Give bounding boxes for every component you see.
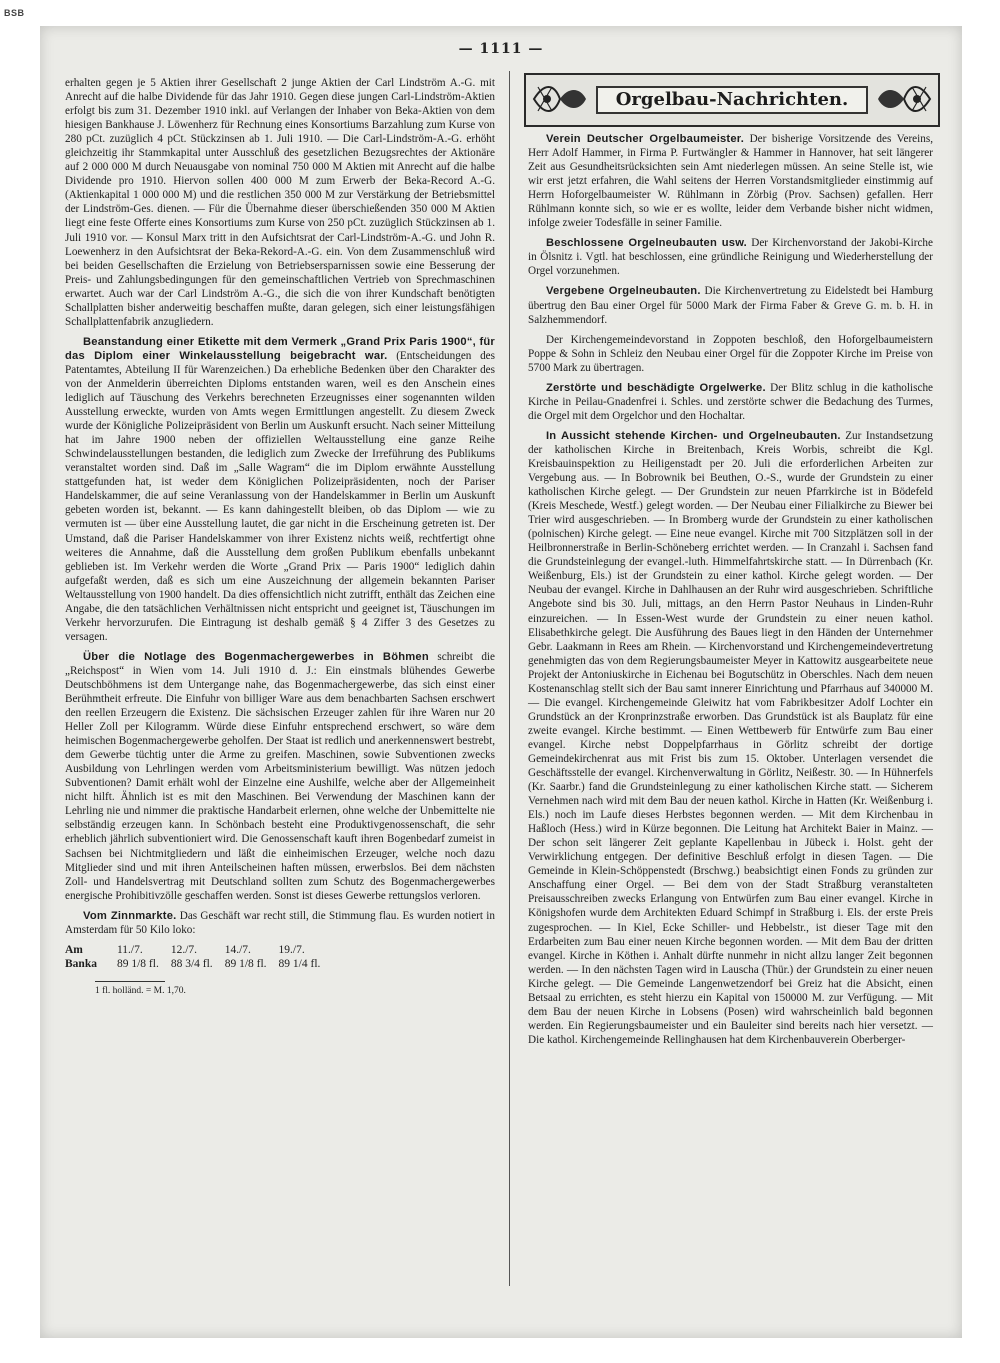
news-verein-body: Der bisherige Vorsitzende des Vereins, Herr Adolf Hammer, in Firma P. Furtwängler & Hammer in Hannover, hat seit längerer Zeit aus Gesundheitsrücksichten sein Amt niederlegen müssen. An seine Stelle ist, wie wir erst jetzt erfahren, die Wahl seitens der Herren Vorstandsmitglieder einstimmig auf Herrn Hoforgelbaumeister W. Rühlmann in Zörbig (Prov. Sachsen) gefallen. Herr Rühlmann konnte sich, so wie er es wollte, leider dem Verbande bisher nicht widmen, infolge zweier Todesfälle in seiner Familie. bbox=[528, 133, 933, 230]
tin-price-header-cell: 12./7. bbox=[170, 943, 198, 956]
column-divider bbox=[509, 71, 510, 1286]
news-beschlossene-heading: Beschlossene Orgelneubauten usw. bbox=[546, 237, 747, 250]
article-bogenmacher bbox=[65, 650, 495, 903]
tin-price-header-row bbox=[65, 943, 332, 957]
tin-price-header-cell: 19./7. bbox=[278, 943, 305, 956]
newspaper-page bbox=[40, 26, 962, 1338]
tin-price-row bbox=[65, 957, 332, 971]
floral-ornament-icon bbox=[874, 79, 934, 119]
right-column bbox=[528, 132, 933, 1053]
footnote: 1 fl. holländ. = M. 1,70. bbox=[95, 985, 186, 996]
article-zinnmarkt-heading: Vom Zinnmarkte. bbox=[83, 909, 177, 922]
article-etikette-body: (Entscheidungen des Patentamtes, Abteilung II für Warenzeichen.) Da erhebliche Bedenken über den Charakter des von der Anmelderin überreichten Diploms entstanden waren, weil es den Anschein eines lediglich auf Täuschung des Verkehrs berechneten Erzeugnisses einer sogenannten wilden Ausstellung erweckte, wurden von Amts wegen Ermittlungen angestellt. Zu diesem Zweck wurde der Königliche Polizeipräsident von Berlin um Auskunft ersucht. Nach seiner Mitteilung hat im Jahre 1900 neben der offiziellen Weltausstellung eine ganze Reihe Schwindelausstellungen bestanden, die lediglich zum Zwecke der Irreführung des Publikums veranstaltet worden sind. Daß im „Salle Wagram“ die im Diplom erwähnte Ausstellung stattgefunden hat, ist weder dem Königlichen Polizeipräsidenten, noch der Pariser Handelskammer, die auf seine Veranlassung von der Handelskammer in Berlin um Auskunft gebeten worden ist, bekannt. — Es kann dahingestellt bleiben, ob das Diplom — wie zu vermuten ist — über eine Ausstellung lautet, die gar nicht in die Erscheinung getreten ist. Der Umstand, daß die Pariser Handelskammer von ihrer Existenz nichts weiß, rechtfertigt ohne weiteres die Annahme, daß die Ausstellung dem großen Publikum ebenfalls unbekannt geblieben ist. Im Verkehr werden die Worte „Grand Prix — Paris 1900“ lediglich dahin aufgefaßt werden, daß es sich um eine Auszeichnung der allgemein bekannten Pariser Weltausstellung von 1900 handelt. Da dies offensichtlich nicht zutrifft, enthält das Zeichen eine Angabe, die den tatsächlichen Verhältnissen nicht entspricht und geeignet ist, Täuschungen im Verkehr hervorzurufen. Die Eintragung ist deshalb gemäß § 4 Ziffer 3 des Gesetzes zu versagen. bbox=[65, 349, 495, 643]
tin-price-table bbox=[65, 943, 332, 971]
news-beschlossene bbox=[528, 236, 933, 278]
news-zerstoerte-heading: Zerstörte und beschädigte Orgelwerke. bbox=[546, 381, 766, 394]
tin-price-cell: 89 1/8 fl. bbox=[116, 957, 159, 970]
news-vergebene-2: Der Kirchengemeindevorstand in Zoppoten beschloß, den Hoforgelbaumeistern Poppe & Sohn in Schleiz den Neubau einer Orgel für die Zoppoter Kirche im Preise von 5700 Mark zu übertragen. bbox=[528, 333, 933, 374]
news-vergebene-body: Die Kirchenvertretung zu Eidelstedt bei Hamburg übertrug den Bau einer Orgel für 5000 Mark der Firma Faber & Greve G. m. b. H. in Salzhemmendorf. bbox=[528, 285, 933, 326]
article-etikette-heading: Beanstandung einer Etikette mit dem Vermerk „Grand Prix Paris 1900“, für das Diplom einer Winkelausstellung beigebracht war. bbox=[65, 335, 495, 362]
news-zerstoerte bbox=[528, 381, 933, 423]
tin-price-row-label: Banka bbox=[65, 957, 97, 970]
news-aussicht-heading: In Aussicht stehende Kirchen- und Orgelneubauten. bbox=[546, 429, 841, 442]
article-zinnmarkt-body: Das Geschäft war recht still, die Stimmung flau. Es wurden notiert in Amsterdam für 50 Kilo loko: bbox=[65, 909, 495, 936]
article-lindstroem-continued: erhalten gegen je 5 Aktien ihrer Gesellschaft 2 junge Aktien der Carl Lindström A.-G. mit Anrecht auf die halbe Dividende für das Jahr 1910. Gegen diese jungen Carl-Lindström-Aktien erfolgt bis zum 31. Dezember 1910 inkl. auf Verlangen der Inhaber von Beka-Aktien von dem hiesigen Bankhause J. Löwenherz für Rechnung eines Konsortiums Barzahlung zum Kurse von 280 pCt. zuzüglich 4 pCt. Stückzinsen ab 1. Juli 1910. — Die Carl-Lindström-A.-G. erhöht gleichzeitig ihr Stammkapital unter Ausschluß des gesetzlichen Bezugsrechtes der Aktionäre auf 2 000 000 M durch Neuausgabe von nominal 750 000 M Aktien mit Anrecht auf die halbe Dividende pro 1910. Hiervon sollen 400 000 M zum Erwerb der Beka-Record A.-G. (Aktienkapital 1 000 000 M) und die restlichen 350 000 M zur Verstärkung der Betriebsmittel der Lindström-Ges. dienen. — Für die Übernahme dieser überschießenden 350 000 M Aktien liegt eine feste Offerte eines Konsortiums zum Kurse von 250 pCt. zuzüglich Stückzinsen ab 1. Juli 1910 vor. — Konsul Marx tritt in den Aufsichtsrat der Carl-Lindström-A.-G. und John R. Loewenherz in den Aufsichtsrat der Beka-Rekord-A.-G. ein. Von dem Zusammenschluß wird bei beiden Gesellschaften die Erzielung von Betriebsersparnissen sowie eine Besserung der Preis- und Zahlungsbedingungen für den gemeinschaftlichen Vertrieb von Sprechmaschinen erwartet. Auch war der Carl Lindström A.-G., die sich die von ihrer Kundschaft benötigten Schallplatten bisher anderweitig beschaffen mußte, daran gelegen, sich einer leistungsfähigen Schallplattenfabrik anzugliedern. bbox=[65, 77, 495, 328]
library-watermark: BSB bbox=[4, 8, 25, 18]
page-number: — 1111 — bbox=[458, 41, 544, 57]
news-aussicht bbox=[528, 429, 933, 1047]
news-vergebene-heading: Vergebene Orgelneubauten. bbox=[546, 285, 701, 298]
article-bogenmacher-body: schreibt die „Reichspost“ in Wien vom 14. Juli 1910 d. J.: Ein einstmals blühendes Gewerbe Deutschböhmens ist dem Untergange nahe, das Bogenmachergewerbe, das sich einst einer Berühmtheit erfreute. Die Einfuhr von billiger Ware aus dem benachbarten Sachsen erschwert den reellen Erzeugern die Existenz. Die sächsischen Erzeuger zahlen für ihre Waren nur 20 Heller Zoll per Kilogramm. Würde diese Einfuhr entsprechend erschwert, so wäre dem heimischen Bogenmachergewerbe geholfen. Der Staat ist redlich und anerkennenswert bestrebt, dem Gewerbe tüchtig unter die Arme zu greifen. Maschinen, sowie Subventionen zwecks Ausbildung von Lehrlingen werden vom Arbeitsministerium bewilligt. Was nützen jedoch Subventionen? Damit erhält wohl der Einzelne eine Aushilfe, welche aber der Allgemeinheit nicht hilft. Ähnlich ist es mit den Maschinen. Bei Verwendung der Maschinen kann der Lehrling nie und nimmer die praktische Handarbeit erlernen, ohne welche der Unbemittelte nie selbständig erzeugen kann. In Schönbach besteht eine Produktivgenossenschaft, die sehr erheblich jährlich subventioniert wird. Die Genossenschaft kauft ihren Bogenbedarf zumeist in Sachsen bei Nichtmitgliedern und läßt die einheimischen Erzeuger, welche noch dazu Mitglieder sind und mit ihren Anteilscheinen haften müssen, erwerbslos. Bei dem nächsten Zoll- und Handelsvertrag mit Deutschland sollten zum Schutz des Bogenmachergewerbes energische Prohibitivzölle geschaffen werden. Sonst ist dieses Gewerbe rettungslos verloren. bbox=[65, 650, 495, 902]
tin-price-header-cell: Am bbox=[65, 943, 83, 956]
news-verein-heading: Verein Deutscher Orgelbaumeister. bbox=[546, 133, 745, 145]
tin-price-header-cell: 11./7. bbox=[116, 943, 143, 956]
news-beschlossene-body: Der Kirchenvorstand der Jakobi-Kirche in Ölsnitz i. Vgtl. hat beschlossen, eine gründliche Reinigung und Wiederherstellung der Orgel vorzunehmen. bbox=[528, 237, 933, 278]
article-bogenmacher-heading: Über die Notlage des Bogenmachergewerbes in Böhmen bbox=[83, 650, 429, 663]
tin-price-header-cell: 14./7. bbox=[224, 943, 251, 956]
news-verein bbox=[528, 132, 933, 230]
section-banner bbox=[524, 73, 940, 127]
tin-price-cell: 88 3/4 fl. bbox=[170, 957, 213, 970]
article-zinnmarkt bbox=[65, 909, 495, 937]
news-vergebene bbox=[528, 284, 933, 326]
footnote-divider bbox=[95, 981, 165, 982]
tin-price-cell: 89 1/4 fl. bbox=[278, 957, 321, 970]
left-column bbox=[65, 76, 495, 998]
section-title: Orgelbau-Nachrichten. bbox=[596, 86, 868, 114]
news-aussicht-body: Zur Instandsetzung der katholischen Kirche in Breitenbach, Kreis Worbis, schreibt die Kgl. Kreisbauinspektion zu Heiligenstadt per 20. Juli die erforderlichen Arbeiten zur Vergebung aus. — In Bobrownik bei Beuthen, O.-S., wurde der Grundstein zu einer katholischen Kirche gelegt. — Der Grundstein zur neuen Pfarrkirche ist in Bödefeld (Kreis Meschede, Westf.) gelegt worden. — Der Neubau einer Filialkirche zu Biewer bei Trier wird ausgeschrieben. — In Bromberg wurde der Grundstein zu einer katholischen (polnischen) Kirche gelegt. — Eine neue evangel. Kirche mit 700 Sitzplätzen soll in der Heilbronnerstraße in Berlin-Schöneberg errichtet werden. — In Cranzahl i. Sachsen fand die Grundsteinlegung der evangel.-luth. Himmelfahrtskirche statt. — In Dürrenbach (Kr. Weißenburg, Els.) ist der Grundstein zu einer kathol. Kirche gelegt worden. — Der Neubau der evangel. Kirche in Dahlhausen an der Ruhr wird ausgeschrieben. Schriftliche Angebote sind bis 30. Juli, mittags, an den Herrn Pastor Neuhaus in Linden-Ruhr einzureichen. — In Essen-West wurde der Grundstein zu einer neuen kathol. Elisabethkirche gelegt. Die Ausführung des Baues liegt in den Händen der Unternehmer Gebr. Laakmann in Rees am Rhein. — Kirchenvorstand und Kirchengemeindevertretung genehmigten das von dem Regierungsbaumeister Meyer in Kattowitz ausgearbeitete neue Projekt der Antoniuskirche in Eichenau bei Bogutschütz in Oberschles. Nach dem neuen Kostenanschlag stellt sich der Bau samt innerer Einrichtung und Pfarrhaus auf 340000 M. — Die evangel. Kirchengemeinde Gleiwitz hat vom Fabrikbesitzer Adolf Lochter ein Grundstück an der Kronprinzstraße erworben. Das Grundstück ist als Bauplatz für eine zweite evangel. Kirche bestimmt. — Einen Wettbewerb für Entwürfe zum Bau einer evangel. Kirche nebst Doppelpfarrhaus in Görlitz schreibt der dortige Gemeindekirchenrat aus mit Frist bis zum 15. Oktober. Unterlagen versendet die Geschäftsstelle der evangel. Kirchenverwaltung in Görlitz, Neißestr. 30. — In Hühnerfels (Kr. Saarbr.) fand die Grundsteinlegung zu einer katholischen Kirche statt. — Sicherem Vernehmen nach wird mit dem Bau der neuen kathol. Kirche in Hatten (Kr. Weißenburg i. Els.) noch im Laufe dieses Herbstes begonnen werden. — Mit dem Kirchenbau in Haßloch (Hess.) wird in Kürze begonnen. Die Leitung hat Architekt Baier in Mainz. — Der schon seit längerer Zeit geplante Kapellenbau in Jübeck i. Holst. geht der Verwirklichung entgegen. Der definitive Beschluß erfolgt in diesen Tagen. — Die Gemeinde in Klein-Schöppenstedt (Brschwg.) beabsichtigt einen Fonds zu gründen zur Anschaffung einer Orgel. — Bei dem von der Stadt Straßburg veranstalteten Preisausschreiben zwecks Erlangung von Entwürfen zum Bau einer evangel. Kirche in Königshofen wurde dem Architekten Eduard Schimpf in Straßburg i. Els. der erste Preis zugesprochen. — In Kiel, Ecke Schiller- und Hebbelstr., ist dieser Tage mit den Erdarbeiten zum Bau einer neuen Kirche begonnen worden. — Mit dem Bau der dritten evangel. Kirche in Köthen i. Anhalt dürfte nunmehr in nicht allzu langer Zeit begonnen werden. — In den nächsten Tagen wird in Lauscha (Thür.) der Grundstein zu einer neuen Kirche gelegt. — Die Gemeinde Langenwetzendorf bei Greiz hat die Absicht, einen Betsaal zu errichten, es steht hierzu ein Kapital von 150000 M. zur Verfügung. — Mit dem Bau der neuen Kirche in Lobsens (Posen) wird wahrscheinlich bald begonnen werden. Ein Regierungsbaumeister und ein Bauleiter sind bereits nach hier versetzt. — Die kathol. Kirchengemeinde Rellinghausen hat dem Kirchenbauverein Oberberger- bbox=[528, 429, 933, 1046]
tin-price-cell: 89 1/8 fl. bbox=[224, 957, 267, 970]
article-etikette bbox=[65, 335, 495, 644]
news-zerstoerte-body: Der Blitz schlug in die katholische Kirche in Peilau-Gnadenfrei i. Schles. und zerstörte schwer die Bedachung des Turmes, die Orgel mit dem Orgelchor und den Hochaltar. bbox=[528, 381, 933, 422]
floral-ornament-icon bbox=[530, 79, 590, 119]
